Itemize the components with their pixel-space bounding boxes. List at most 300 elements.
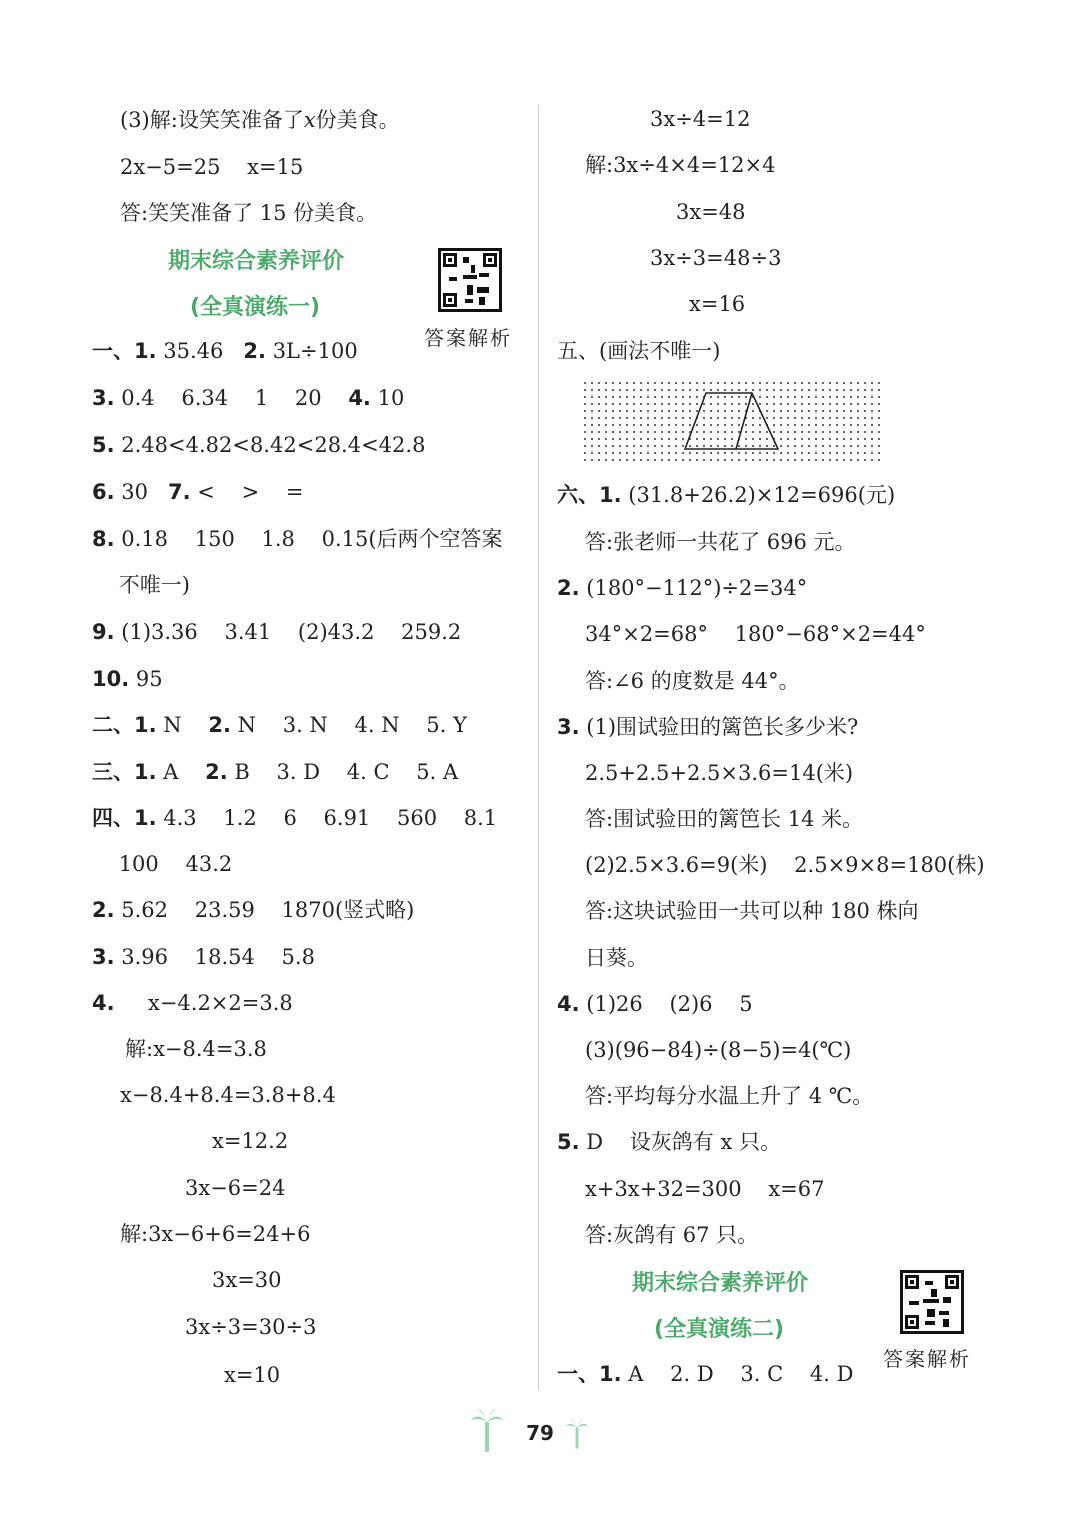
- grid-dot: [675, 403, 677, 405]
- grid-dot: [668, 452, 670, 454]
- grid-dot: [878, 445, 880, 447]
- grid-dot: [661, 438, 663, 440]
- grid-dot: [878, 417, 880, 419]
- left-answer-line: 8. 0.18 150 1.8 0.15(后两个空答案: [92, 527, 503, 551]
- grid-dot: [675, 452, 677, 454]
- left-answer-line: 9. (1)3.36 3.41 (2)43.2 259.2: [92, 620, 462, 644]
- grid-dot: [675, 382, 677, 384]
- s6-1: 六、1. (31.8+26.2)×12=696(元): [557, 483, 896, 507]
- grid-dot: [689, 396, 691, 398]
- grid-dot: [668, 389, 670, 391]
- grid-dot: [808, 389, 810, 391]
- left-answer-line: 100 43.2: [92, 852, 233, 876]
- grid-dot: [808, 438, 810, 440]
- grid-dot: [717, 452, 719, 454]
- grid-dot: [710, 403, 712, 405]
- grid-dot: [752, 424, 754, 426]
- grid-dot: [710, 396, 712, 398]
- s6-5-answer: 答:灰鸽有 67 只。: [585, 1223, 759, 1247]
- grid-dot: [759, 424, 761, 426]
- grid-dot: [605, 396, 607, 398]
- grid-dot: [619, 445, 621, 447]
- grid-dot: [710, 389, 712, 391]
- grid-dot: [619, 438, 621, 440]
- grid-dot: [605, 403, 607, 405]
- grid-dot: [682, 389, 684, 391]
- grid-dot: [682, 445, 684, 447]
- grid-dot: [598, 403, 600, 405]
- qr-code-icon[interactable]: [900, 1270, 964, 1334]
- grid-dot: [591, 396, 593, 398]
- qr-code-icon[interactable]: [438, 248, 502, 312]
- grid-dot: [591, 389, 593, 391]
- grid-dot: [787, 410, 789, 412]
- grid-dot: [647, 403, 649, 405]
- grid-dot: [682, 396, 684, 398]
- grid-dot: [696, 452, 698, 454]
- grid-dot: [626, 438, 628, 440]
- grid-dot: [801, 417, 803, 419]
- grid-dot: [801, 403, 803, 405]
- grid-dot: [682, 459, 684, 461]
- grid-dot: [829, 445, 831, 447]
- grid-dot: [808, 382, 810, 384]
- right-equation-line: 3x÷4=12: [650, 107, 751, 131]
- grid-dot: [710, 424, 712, 426]
- grid-dot: [794, 396, 796, 398]
- grid-dot: [745, 431, 747, 433]
- grid-dot: [584, 431, 586, 433]
- grid-dot: [752, 445, 754, 447]
- left-s3-eq: 2x−5=25 x=15: [120, 155, 304, 179]
- grid-dot: [815, 382, 817, 384]
- grid-dot: [717, 382, 719, 384]
- grid-dot: [710, 445, 712, 447]
- grid-dot: [724, 459, 726, 461]
- grid-dot: [731, 452, 733, 454]
- grid-dot: [675, 459, 677, 461]
- grid-dot: [836, 382, 838, 384]
- grid-dot: [682, 424, 684, 426]
- grid-dot: [773, 424, 775, 426]
- grid-dot: [619, 403, 621, 405]
- grid-dot: [850, 459, 852, 461]
- grid-dot: [626, 431, 628, 433]
- grid-dot: [605, 389, 607, 391]
- grid-dot: [864, 438, 866, 440]
- section-subtitle-2: (全真演练二): [654, 1317, 785, 1342]
- grid-dot: [612, 459, 614, 461]
- grid-dot: [766, 445, 768, 447]
- grid-dot: [794, 438, 796, 440]
- grid-dot: [843, 431, 845, 433]
- grid-dot: [864, 410, 866, 412]
- grid-dot: [619, 389, 621, 391]
- grid-dot: [829, 410, 831, 412]
- grid-dot: [780, 389, 782, 391]
- grid-dot: [654, 445, 656, 447]
- grid-dot: [829, 431, 831, 433]
- grid-dot: [633, 403, 635, 405]
- grid-dot: [668, 403, 670, 405]
- grid-dot: [598, 445, 600, 447]
- grid-dot: [619, 431, 621, 433]
- grid-dot: [857, 452, 859, 454]
- grid-dot: [738, 403, 740, 405]
- grid-dot: [633, 389, 635, 391]
- grid-dot: [640, 396, 642, 398]
- grid-dot: [738, 445, 740, 447]
- grid-dot: [605, 452, 607, 454]
- grid-dot: [626, 382, 628, 384]
- grid-dot: [766, 438, 768, 440]
- grid-dot: [787, 424, 789, 426]
- grid-dot: [752, 452, 754, 454]
- grid-dot: [759, 445, 761, 447]
- grid-dot: [633, 452, 635, 454]
- grid-dot: [871, 438, 873, 440]
- grid-dot: [689, 445, 691, 447]
- grid-dot: [668, 410, 670, 412]
- s6-3-c: (2)2.5×3.6=9(米) 2.5×9×8=180(株): [585, 853, 985, 877]
- grid-dot: [612, 403, 614, 405]
- grid-dot: [633, 417, 635, 419]
- grid-dot: [626, 445, 628, 447]
- grid-dot: [857, 431, 859, 433]
- grid-dot: [731, 431, 733, 433]
- grid-dot: [619, 424, 621, 426]
- right-equation-line: 3x=48: [676, 200, 746, 224]
- grid-dot: [808, 403, 810, 405]
- grid-dot: [724, 389, 726, 391]
- grid-dot: [633, 431, 635, 433]
- grid-dot: [724, 403, 726, 405]
- grid-dot: [815, 459, 817, 461]
- grid-dot: [801, 410, 803, 412]
- grid-dot: [640, 389, 642, 391]
- grid-dot: [640, 382, 642, 384]
- grid-dot: [766, 389, 768, 391]
- grid-dot: [808, 410, 810, 412]
- grid-dot: [689, 382, 691, 384]
- grid-dot: [654, 410, 656, 412]
- grid-dot: [780, 424, 782, 426]
- grid-dot: [857, 424, 859, 426]
- grid-dot: [766, 382, 768, 384]
- grid-dot: [647, 424, 649, 426]
- grid-dot: [787, 417, 789, 419]
- grid-dot: [703, 410, 705, 412]
- grid-dot: [808, 459, 810, 461]
- grid-dot: [780, 459, 782, 461]
- left-equation-line: x−8.4+8.4=3.8+8.4: [120, 1083, 336, 1107]
- grid-dot: [773, 459, 775, 461]
- grid-dot: [682, 382, 684, 384]
- grid-dot: [808, 452, 810, 454]
- grid-dot: [626, 403, 628, 405]
- grid-dot: [759, 382, 761, 384]
- grid-dot: [815, 403, 817, 405]
- grid-dot: [724, 410, 726, 412]
- grid-dot: [822, 424, 824, 426]
- grid-dot: [871, 445, 873, 447]
- grid-dot: [752, 459, 754, 461]
- grid-dot: [822, 396, 824, 398]
- grid-dot: [661, 403, 663, 405]
- grid-dot: [710, 410, 712, 412]
- grid-dot: [675, 417, 677, 419]
- grid-dot: [843, 382, 845, 384]
- grid-dot: [836, 459, 838, 461]
- grid-dot: [612, 438, 614, 440]
- grid-dot: [878, 431, 880, 433]
- grid-dot: [815, 438, 817, 440]
- grid-dot: [759, 431, 761, 433]
- grid-dot: [738, 389, 740, 391]
- s6-3-b: 2.5+2.5+2.5×3.6=14(米): [585, 761, 854, 785]
- grid-dot: [584, 452, 586, 454]
- grid-dot: [759, 389, 761, 391]
- grid-dot: [626, 410, 628, 412]
- grid-dot: [836, 410, 838, 412]
- grid-dot: [612, 431, 614, 433]
- grid-dot: [850, 417, 852, 419]
- grid-dot: [857, 459, 859, 461]
- grid-dot: [647, 445, 649, 447]
- s6-3-answer2: 答:这块试验田一共可以种 180 株向: [585, 899, 919, 923]
- grid-dot: [815, 410, 817, 412]
- grid-dot: [829, 382, 831, 384]
- grid-dot: [857, 382, 859, 384]
- grid-dot: [668, 459, 670, 461]
- grid-dot: [703, 431, 705, 433]
- grid-dot: [661, 389, 663, 391]
- grid-dot: [794, 424, 796, 426]
- grid-dot: [661, 459, 663, 461]
- grid-dot: [640, 410, 642, 412]
- grid-dot: [738, 452, 740, 454]
- grid-dot: [626, 417, 628, 419]
- grid-dot: [794, 417, 796, 419]
- grid-dot: [682, 452, 684, 454]
- s6-5: 5. D 设灰鸽有 x 只。: [557, 1130, 782, 1154]
- grid-dot: [710, 417, 712, 419]
- grid-dot: [731, 396, 733, 398]
- grid-dot: [787, 438, 789, 440]
- grid-dot: [724, 452, 726, 454]
- grid-dot: [640, 459, 642, 461]
- grid-dot: [647, 382, 649, 384]
- grid-dot: [591, 403, 593, 405]
- grid-dot: [724, 396, 726, 398]
- s6-2-b: 34°×2=68° 180°−68°×2=44°: [585, 622, 926, 646]
- left-equation-line: 3x=30: [212, 1268, 282, 1292]
- grid-dot: [633, 438, 635, 440]
- grid-dot: [584, 396, 586, 398]
- grid-dot: [815, 445, 817, 447]
- s6-4: 4. (1)26 (2)6 5: [557, 992, 753, 1016]
- grid-dot: [864, 431, 866, 433]
- palm-tree-small-icon: [565, 1418, 589, 1450]
- grid-dot: [780, 410, 782, 412]
- grid-dot: [836, 452, 838, 454]
- grid-dot: [878, 410, 880, 412]
- grid-dot: [598, 438, 600, 440]
- grid-dot: [696, 459, 698, 461]
- grid-dot: [794, 382, 796, 384]
- grid-dot: [822, 389, 824, 391]
- s6-3-answer: 答:围试验田的篱笆长 14 米。: [585, 807, 864, 831]
- grid-dot: [633, 424, 635, 426]
- grid-dot: [738, 382, 740, 384]
- grid-dot: [871, 382, 873, 384]
- left-equation-line: 3x÷3=30÷3: [185, 1315, 317, 1339]
- grid-dot: [626, 389, 628, 391]
- grid-dot: [787, 389, 789, 391]
- qr-label-2: 答案解析: [883, 1347, 971, 1371]
- grid-dot: [752, 410, 754, 412]
- left-equation-line: x=10: [224, 1363, 281, 1387]
- grid-dot: [787, 459, 789, 461]
- grid-dot: [626, 452, 628, 454]
- grid-dot: [871, 417, 873, 419]
- grid-dot: [850, 438, 852, 440]
- grid-dot: [829, 389, 831, 391]
- s6-1-answer: 答:张老师一共花了 696 元。: [585, 530, 856, 554]
- left-answer-line: 6. 30 7. < > =: [92, 480, 304, 504]
- left-answer-line: 5. 2.48<4.82<8.42<28.4<42.8: [92, 433, 426, 457]
- grid-dot: [689, 410, 691, 412]
- grid-dot: [591, 424, 593, 426]
- grid-dot: [801, 382, 803, 384]
- grid-dot: [605, 424, 607, 426]
- grid-dot: [801, 459, 803, 461]
- grid-dot: [871, 389, 873, 391]
- grid-dot: [822, 403, 824, 405]
- grid-dot: [878, 389, 880, 391]
- grid-dot: [612, 389, 614, 391]
- grid-dot: [633, 410, 635, 412]
- grid-dot: [689, 424, 691, 426]
- grid-dot: [605, 438, 607, 440]
- grid-dot: [738, 410, 740, 412]
- grid-dot: [815, 389, 817, 391]
- grid-dot: [752, 403, 754, 405]
- grid-dot: [591, 459, 593, 461]
- grid-dot: [696, 396, 698, 398]
- grid-dot: [738, 459, 740, 461]
- grid-dot: [654, 459, 656, 461]
- grid-dot: [731, 382, 733, 384]
- grid-dot: [864, 382, 866, 384]
- grid-dot: [822, 382, 824, 384]
- grid-dot: [717, 438, 719, 440]
- grid-dot: [878, 459, 880, 461]
- grid-dot: [836, 389, 838, 391]
- grid-dot: [633, 459, 635, 461]
- grid-dot: [598, 459, 600, 461]
- grid-dot: [787, 382, 789, 384]
- section-subtitle-1: (全真演练一): [190, 295, 321, 320]
- grid-dot: [731, 417, 733, 419]
- grid-dot: [689, 389, 691, 391]
- grid-dot: [745, 459, 747, 461]
- grid-dot: [731, 438, 733, 440]
- grid-dot: [605, 417, 607, 419]
- grid-dot: [640, 431, 642, 433]
- grid-dot: [829, 403, 831, 405]
- grid-dot: [724, 431, 726, 433]
- grid-dot: [871, 459, 873, 461]
- grid-dot: [801, 431, 803, 433]
- grid-dot: [619, 452, 621, 454]
- grid-dot: [850, 382, 852, 384]
- grid-dot: [675, 389, 677, 391]
- grid-dot: [864, 452, 866, 454]
- grid-dot: [773, 396, 775, 398]
- grid-dot: [766, 417, 768, 419]
- grid-dot: [584, 417, 586, 419]
- grid-dot: [661, 382, 663, 384]
- grid-dot: [612, 452, 614, 454]
- grid-dot: [724, 382, 726, 384]
- grid-dot: [682, 403, 684, 405]
- grid-dot: [766, 452, 768, 454]
- grid-dot: [703, 382, 705, 384]
- grid-dot: [675, 445, 677, 447]
- grid-dot: [591, 452, 593, 454]
- grid-dot: [696, 389, 698, 391]
- grid-dot: [780, 403, 782, 405]
- grid-dot: [878, 452, 880, 454]
- grid-dot: [878, 424, 880, 426]
- grid-dot: [654, 382, 656, 384]
- grid-dot: [682, 431, 684, 433]
- grid-dot: [766, 396, 768, 398]
- grid-dot: [759, 396, 761, 398]
- grid-dot: [640, 445, 642, 447]
- left-answer-line: 3. 3.96 18.54 5.8: [92, 945, 315, 969]
- grid-dot: [675, 424, 677, 426]
- grid-dot: [836, 438, 838, 440]
- grid-dot: [857, 445, 859, 447]
- grid-dot: [612, 417, 614, 419]
- grid-dot: [640, 424, 642, 426]
- grid-dot: [703, 389, 705, 391]
- grid-dot: [801, 438, 803, 440]
- grid-dot: [829, 459, 831, 461]
- grid-dot: [780, 382, 782, 384]
- grid-dot: [843, 424, 845, 426]
- grid-dot: [689, 417, 691, 419]
- grid-dot: [689, 452, 691, 454]
- grid-dot: [647, 410, 649, 412]
- grid-dot: [745, 396, 747, 398]
- grid-dot: [864, 396, 866, 398]
- grid-dot: [850, 431, 852, 433]
- grid-dot: [752, 438, 754, 440]
- grid-dot: [752, 431, 754, 433]
- grid-dot: [801, 445, 803, 447]
- grid-dot: [612, 424, 614, 426]
- grid-dot: [850, 445, 852, 447]
- grid-dot: [724, 438, 726, 440]
- grid-dot: [850, 403, 852, 405]
- grid-dot: [584, 424, 586, 426]
- grid-dot: [752, 417, 754, 419]
- grid-dot: [794, 403, 796, 405]
- grid-dot: [794, 459, 796, 461]
